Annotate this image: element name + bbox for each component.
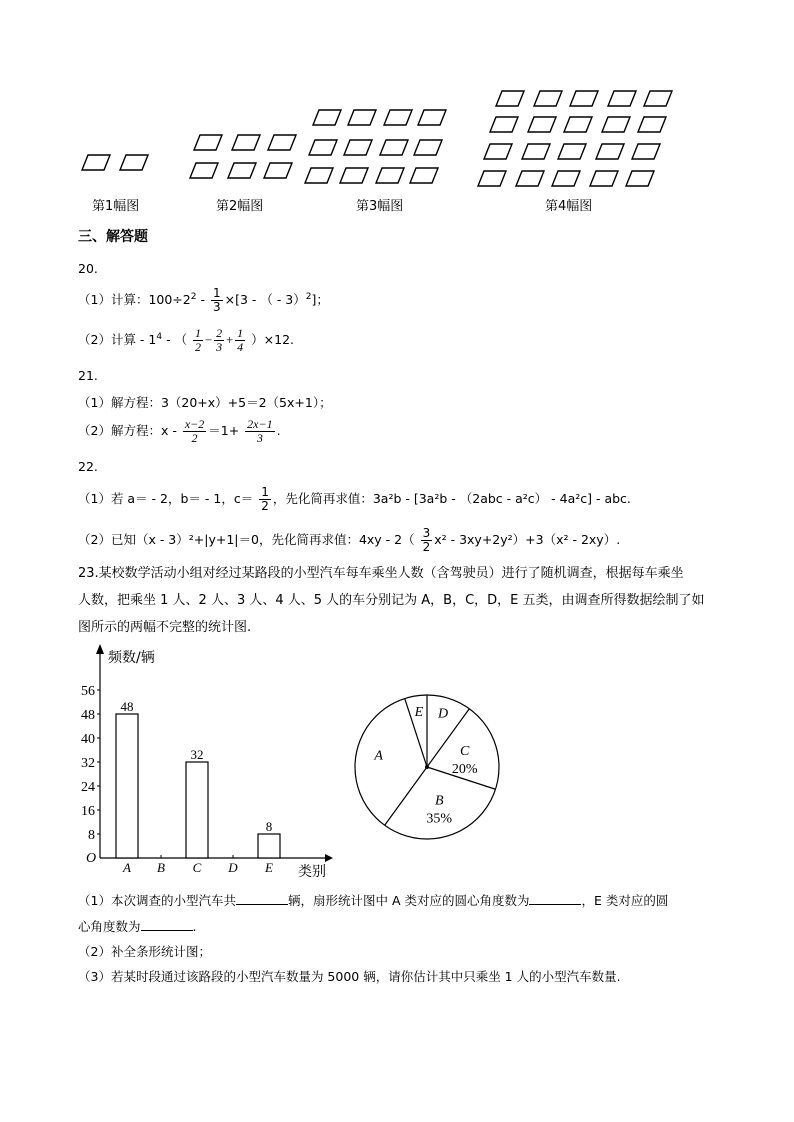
bar-C xyxy=(186,762,208,858)
frac-den: 3 xyxy=(212,300,221,314)
q21-part2 xyxy=(78,418,281,445)
frac-den: 2 xyxy=(195,340,202,354)
figure-caption-1: 第1幅图 xyxy=(92,199,140,214)
answer-blank-angle-e[interactable] xyxy=(141,918,193,931)
operator-minus: − xyxy=(205,333,213,347)
parallelogram xyxy=(552,171,580,186)
parallelogram xyxy=(348,110,376,125)
data-label-E: 8 xyxy=(265,819,273,834)
frac-num: 2x−1 xyxy=(247,417,273,431)
frac-num: 1 xyxy=(212,286,221,300)
q20-p2-end: ）×12. xyxy=(247,332,294,347)
q20-p1-suffix: ×[3 - （ - 3） xyxy=(224,292,306,307)
q23-intro-line2: 人数，把乘坐 1 人、2 人、3 人、4 人、5 人的车分别记为 A，B，C，D，E 五类，由调查所得数据绘制了如 xyxy=(78,593,705,608)
pie-label-A: A xyxy=(374,748,383,764)
operator-plus: + xyxy=(226,333,234,347)
q20-part2 xyxy=(78,327,294,354)
q23-sub3: （3）若某时段通过该路段的小型汽车数量为 5000 辆，请你估计其中只乘坐 1 人的小型汽车数量. xyxy=(78,969,621,984)
frac-den: 2 xyxy=(261,499,269,513)
parallelogram xyxy=(228,163,256,178)
parallelogram xyxy=(608,91,636,106)
figure-caption-2: 第2幅图 xyxy=(216,199,264,214)
q22-part2 xyxy=(78,527,620,554)
parallelogram xyxy=(414,140,442,155)
fraction-2x-minus-1 xyxy=(245,418,274,445)
y-axis-label: 频数/辆 xyxy=(108,650,155,666)
parallelogram xyxy=(626,171,654,186)
parallelogram xyxy=(528,117,556,132)
q20-p1-end: ]； xyxy=(311,292,329,307)
y-tick-label: 56 xyxy=(81,684,95,699)
pie-chart xyxy=(340,660,520,860)
x-tick-label: B xyxy=(157,860,165,875)
origin-label: O xyxy=(86,851,97,866)
pie-percent-C: 20% xyxy=(451,761,478,777)
y-tick-label: 16 xyxy=(81,804,95,819)
x-tick-label: A xyxy=(123,860,131,875)
frac-den: 4 xyxy=(237,340,244,354)
q20-part1 xyxy=(78,287,329,314)
pie-chart-marks xyxy=(355,695,499,839)
frac-num: 3 xyxy=(422,526,431,540)
parallelogram-patterns xyxy=(82,91,672,186)
parallelogram xyxy=(602,117,630,132)
q22-p2-prefix: （2）已知（x - 3）²+|y+1|＝0，先化简再求值：4xy - 2（ xyxy=(78,532,419,547)
parallelogram xyxy=(82,155,110,170)
parallelogram xyxy=(309,140,337,155)
parallelogram xyxy=(632,144,660,159)
pie-label-B: B xyxy=(434,793,444,809)
parallelogram xyxy=(418,110,446,125)
data-label-A: 48 xyxy=(120,699,134,714)
parallelogram xyxy=(120,155,148,170)
q23-intro-line1: 23.某校数学活动小组对经过某路段的小型汽车每车乘坐人数（含驾驶员）进行了随机调查，根据每车乘坐 xyxy=(78,566,684,581)
parallelogram xyxy=(490,117,518,132)
parallelogram xyxy=(384,110,412,125)
parallelogram xyxy=(644,91,672,106)
fraction-one-half xyxy=(259,486,271,513)
parallelogram xyxy=(380,140,408,155)
pie-label-D: D xyxy=(437,706,449,722)
x-tick-label: C xyxy=(192,860,202,875)
parallelogram xyxy=(313,110,341,125)
q21-number: 21. xyxy=(78,368,98,383)
pie-label-C: C xyxy=(459,743,470,759)
parallelogram xyxy=(376,168,404,183)
q21-part1: （1）解方程：3（20+x）+5＝2（5x+1）； xyxy=(78,395,332,410)
q23-s1-d: 心角度数为 xyxy=(78,919,141,934)
y-tick-label: 48 xyxy=(81,708,95,723)
q20-p1-exp2: 2 xyxy=(305,291,312,302)
parallelogram xyxy=(410,168,438,183)
parallelogram xyxy=(340,168,368,183)
fraction-x-minus-2 xyxy=(183,418,206,445)
bar-chart-marks xyxy=(81,644,333,880)
pie-center xyxy=(425,765,429,769)
q22-p1-prefix: （1）若 a＝ - 2，b＝ - 1，c＝ xyxy=(78,491,258,506)
q23-s1-a: （1）本次调查的小型汽车共 xyxy=(78,893,236,908)
x-axis-arrow xyxy=(325,854,333,862)
answer-blank-angle-a[interactable] xyxy=(529,892,581,905)
fraction-2 xyxy=(214,327,224,354)
bar-A xyxy=(116,714,138,858)
figure-caption-3: 第3幅图 xyxy=(356,199,404,214)
section-title: 三、解答题 xyxy=(78,229,148,245)
q21-p2-end: . xyxy=(276,423,281,438)
q23-sub1-line2 xyxy=(78,917,197,935)
q20-p2-prefix: （2）计算 - 1 xyxy=(78,332,157,347)
q20-p1-prefix: （1）计算：100÷2 xyxy=(78,292,191,307)
parallelogram xyxy=(590,171,618,186)
parallelogram xyxy=(478,171,506,186)
parallelogram xyxy=(564,117,592,132)
parallelogram xyxy=(305,168,333,183)
q21-p2-prefix: （2）解方程：x - xyxy=(78,423,181,438)
q22-part1 xyxy=(78,486,631,513)
x-tick-label: E xyxy=(265,860,273,875)
parallelogram xyxy=(484,144,512,159)
bar-E xyxy=(258,834,280,858)
parallelogram xyxy=(534,91,562,106)
x-tick-label: D xyxy=(228,860,238,875)
y-tick-label: 32 xyxy=(81,756,95,771)
bar-chart xyxy=(70,640,340,880)
q20-number: 20. xyxy=(78,261,98,276)
frac-den: 2 xyxy=(422,540,431,554)
q20-p1-mid: - xyxy=(196,292,209,307)
frac-den: 2 xyxy=(183,431,206,445)
parallelogram xyxy=(194,135,222,150)
fraction-three-halves xyxy=(421,527,433,554)
parallelogram xyxy=(268,135,296,150)
q20-p2-mid: - （ xyxy=(162,332,192,347)
frac-num: 1 xyxy=(195,326,202,340)
answer-blank-total[interactable] xyxy=(236,892,288,905)
parallelogram xyxy=(264,163,292,178)
frac-den: 3 xyxy=(216,340,223,354)
q21-p2-mid: ＝1+ xyxy=(208,423,244,438)
fraction-3 xyxy=(235,327,245,354)
q22-number: 22. xyxy=(78,459,98,474)
parallelogram xyxy=(558,144,586,159)
frac-num: 2 xyxy=(216,326,223,340)
parallelogram xyxy=(496,91,524,106)
q20-p2-exp: 4 xyxy=(156,331,163,342)
q23-sub2: （2）补全条形统计图； xyxy=(78,944,211,959)
parallelogram xyxy=(344,140,372,155)
q23-s1-b: 辆，扇形统计图中 A 类对应的圆心角度数为 xyxy=(287,893,530,908)
y-tick-label: 24 xyxy=(81,780,95,795)
parallelogram xyxy=(190,163,218,178)
q22-p2-suffix: x² - 3xy+2y²）+3（x² - 2xy）. xyxy=(434,532,621,547)
parallelogram xyxy=(570,91,598,106)
frac-num: 1 xyxy=(237,326,244,340)
pie-label-E: E xyxy=(414,704,424,720)
q23-s1-c: ，E 类对应的圆 xyxy=(581,893,669,908)
x-axis-label: 类别 xyxy=(298,864,326,880)
q23-s1-e: . xyxy=(192,919,197,934)
q23-sub1-line1 xyxy=(78,891,668,909)
parallelogram xyxy=(232,135,260,150)
q23-intro-line3: 图所示的两幅不完整的统计图. xyxy=(78,620,252,635)
q20-p1-exp: 2 xyxy=(190,291,197,302)
frac-num: x−2 xyxy=(184,417,205,431)
y-axis-arrow xyxy=(96,644,104,654)
pie-percent-B: 35% xyxy=(426,811,453,827)
parallelogram xyxy=(596,144,624,159)
fraction-one-third xyxy=(211,287,223,314)
y-tick-label: 8 xyxy=(88,828,95,843)
frac-den: 3 xyxy=(245,431,274,445)
frac-num: 1 xyxy=(261,485,269,499)
parallelogram xyxy=(516,171,544,186)
figure-caption-4: 第4幅图 xyxy=(545,199,593,214)
parallelogram xyxy=(638,117,666,132)
parallelogram xyxy=(522,144,550,159)
y-tick-label: 40 xyxy=(81,732,95,747)
q22-p1-suffix: ，先化简再求值：3a²b - [3a²b - （2abc - a²c） - 4a²c] - abc. xyxy=(272,491,631,506)
data-label-C: 32 xyxy=(190,747,204,762)
fraction-1 xyxy=(193,327,203,354)
pattern-figures xyxy=(0,80,794,200)
